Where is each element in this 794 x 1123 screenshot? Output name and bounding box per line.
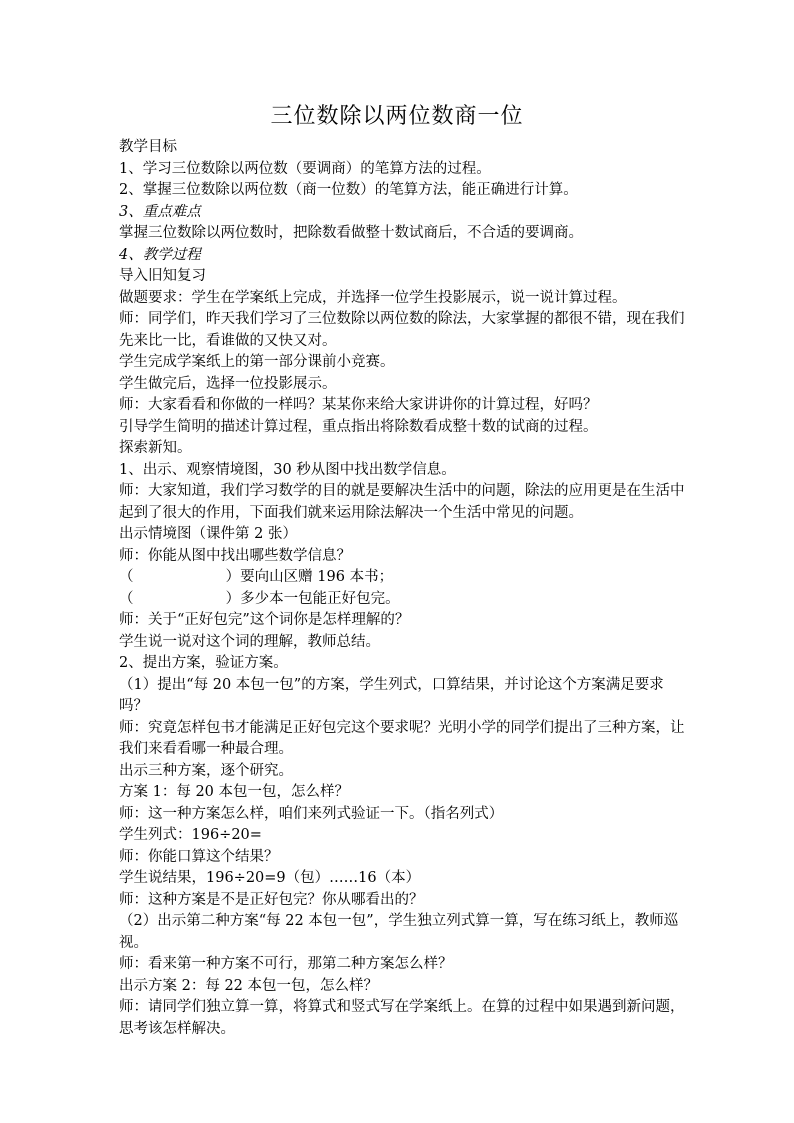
- text-line: 学生说一说对这个词的理解，教师总结。: [119, 633, 380, 650]
- text-line: 做题要求：学生在学案纸上完成，并选择一位学生投影展示，说一说计算过程。: [119, 289, 627, 306]
- text-line: 出示三种方案，逐个研究。: [119, 762, 293, 779]
- text-line: 3、重点难点: [119, 203, 201, 220]
- text-line: 探索新知。: [119, 440, 192, 456]
- text-line: 学生完成学案纸上的第一部分课前小竞赛。: [119, 354, 395, 370]
- text-line: （2）出示第二种方案“每 22 本包一包”，学生独立列式算一算，写在练习纸上，教师巡视。: [119, 913, 679, 951]
- text-line: 引导学生简明的描述计算过程，重点指出将除数看成整十数的试商的过程。: [119, 418, 598, 435]
- text-line: 师：大家知道，我们学习数学的目的就是要解决生活中的问题，除法的应用更是在生活中起到了很大的作用，下面我们就来运用除法解决一个生活中常见的问题。: [119, 483, 685, 521]
- text-line: 方案 1：每 20 本包一包，怎么样？: [119, 784, 350, 800]
- text-line: 出示情境图（课件第 2 张）: [119, 526, 297, 542]
- text-line: （ ）要向山区赠 196 本书；: [119, 569, 394, 585]
- text-line: 2、提出方案，验证方案。: [119, 655, 288, 671]
- text-line: 掌握三位数除以两位数时，把除数看做整十数试商后，不合适的要调商。: [119, 225, 583, 241]
- text-line: （ ）多少本一包能正好包完。: [119, 590, 400, 607]
- text-line: 师：同学们，昨天我们学习了三位数除以两位数的除法，大家掌握的都很不错，现在我们先来比一比，看谁做的又快又对。: [119, 311, 685, 349]
- document-title: 三位数除以两位数商一位: [270, 104, 524, 129]
- text-line: 师：你能口算这个结果？: [119, 848, 279, 865]
- text-line: 师：大家看看和你做的一样吗？某某你来给大家讲讲你的计算过程，好吗？: [119, 397, 598, 413]
- text-line: 出示方案 2：每 22 本包一包，怎么样？: [119, 977, 379, 994]
- text-line: 1、学习三位数除以两位数（要调商）的笔算方法的过程。: [119, 160, 491, 177]
- text-line: 师：请同学们独立算一算，将算式和竖式写在学案纸上。在算的过程中如果遇到新问题，思考该怎样解决。: [119, 999, 685, 1037]
- text-line: 学生列式：196÷20=: [119, 827, 262, 843]
- text-line: 师：这一种方案怎么样，咱们来列式验证一下。（指名列式）: [119, 805, 504, 822]
- text-line: 师：这种方案是不是正好包完？你从哪看出的？: [119, 891, 424, 908]
- text-line: 导入旧知复习: [119, 268, 206, 284]
- text-line: 学生做完后，选择一位投影展示。: [119, 375, 337, 392]
- text-line: 学生说结果，196÷20=9（包）……16（本）: [119, 870, 421, 886]
- text-line: 4、教学过程: [119, 246, 201, 263]
- text-line: 2、掌握三位数除以两位数（商一位数）的笔算方法，能正确进行计算。: [119, 182, 578, 198]
- text-line: （1）提出“每 20 本包一包”的方案，学生列式，口算结果，并讨论这个方案满足要求吗？: [119, 676, 664, 714]
- text-line: 教学目标: [119, 139, 177, 155]
- document-body: [119, 137, 685, 1040]
- text-line: 师：关于“正好包完”这个词你是怎样理解的？: [119, 612, 410, 628]
- text-line: 师：究竟怎样包书才能满足正好包完这个要求呢？光明小学的同学们提出了三种方案，让我们来看看哪一种最合理。: [119, 719, 685, 757]
- text-line: 师：看来第一种方案不可行，那第二种方案怎么样？: [119, 956, 453, 972]
- text-line: 师：你能从图中找出哪些数学信息？: [119, 547, 351, 564]
- text-line: 1、出示、观察情境图，30 秒从图中找出数学信息。: [119, 461, 456, 478]
